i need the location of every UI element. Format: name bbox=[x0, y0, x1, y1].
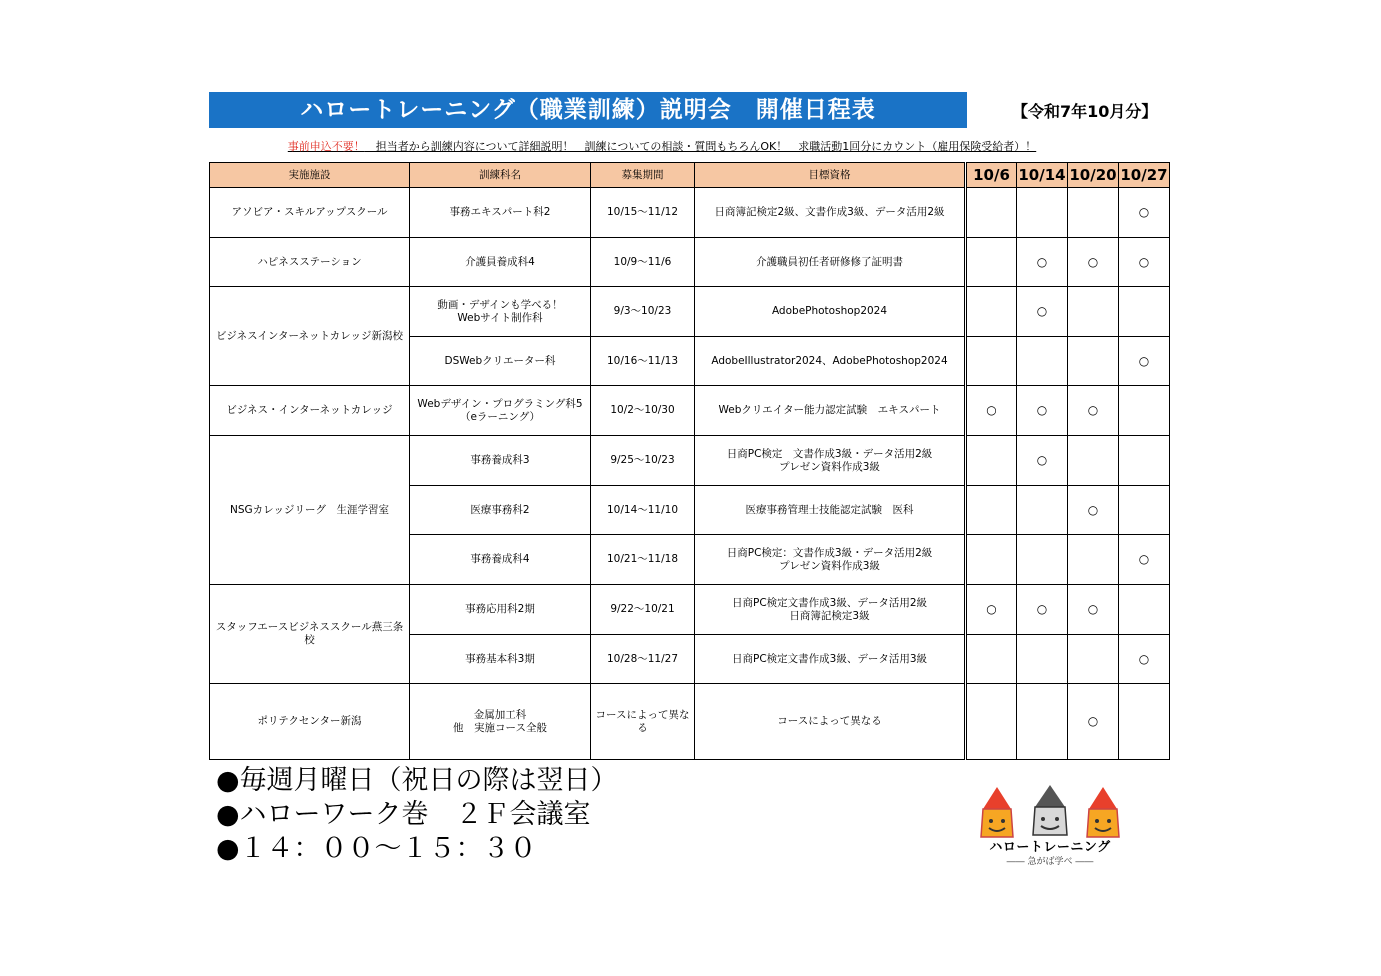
header-date-2: 10/14 bbox=[1017, 163, 1068, 188]
cell-recruit: 9/3～10/23 bbox=[591, 287, 695, 337]
cell-date-mark bbox=[1068, 436, 1119, 486]
cell-date-mark bbox=[1068, 287, 1119, 337]
header-course: 訓練科名 bbox=[410, 163, 591, 188]
cell-qualification: 日商PC検定文書作成3級、データ活用3級 bbox=[695, 635, 966, 684]
cell-facility: ポリテクセンター新潟 bbox=[210, 684, 410, 760]
cell-facility: ビジネス・インターネットカレッジ bbox=[210, 386, 410, 436]
logo-tagline: ―― 急がば学べ ―― bbox=[1006, 857, 1094, 867]
footer-time: ●１４：００～１５：３０ bbox=[216, 833, 537, 864]
period-label: 【令和7年10月分】 bbox=[1012, 102, 1158, 121]
cell-date-mark bbox=[1017, 188, 1068, 238]
cell-qualification: 日商PC検定 文書作成3級・データ活用2級 プレゼン資料作成3級 bbox=[695, 436, 966, 486]
cell-course: DSWebクリエーター科 bbox=[410, 337, 591, 386]
cell-recruit: コースによって異なる bbox=[591, 684, 695, 760]
cell-qualification: Webクリエイター能力認定試験 エキスパート bbox=[695, 386, 966, 436]
cell-date-mark: ○ bbox=[1068, 386, 1119, 436]
cell-qualification: 日商PC検定文書作成3級、データ活用2級 日商簿記検定3級 bbox=[695, 585, 966, 635]
cell-recruit: 9/22～10/21 bbox=[591, 585, 695, 635]
cell-date-mark bbox=[1119, 386, 1170, 436]
cell-date-mark bbox=[966, 238, 1017, 287]
pencil-character-right bbox=[1087, 787, 1119, 837]
page-title: ハロートレーニング（職業訓練）説明会 開催日程表 bbox=[209, 92, 967, 128]
notice-line bbox=[209, 138, 1115, 154]
cell-date-mark bbox=[1017, 684, 1068, 760]
cell-recruit: 10/2～10/30 bbox=[591, 386, 695, 436]
header-recruit: 募集期間 bbox=[591, 163, 695, 188]
cell-date-mark bbox=[966, 684, 1017, 760]
cell-date-mark bbox=[1017, 535, 1068, 585]
cell-date-mark: ○ bbox=[1119, 337, 1170, 386]
pencil-character-center bbox=[1033, 785, 1067, 835]
cell-course: 動画・デザインも学べる！ Webサイト制作科 bbox=[410, 287, 591, 337]
cell-course: 事務養成科4 bbox=[410, 535, 591, 585]
notice-red-text: 事前申込不要！ bbox=[287, 140, 365, 153]
cell-course: 事務養成科3 bbox=[410, 436, 591, 486]
cell-date-mark: ○ bbox=[1017, 287, 1068, 337]
cell-date-mark bbox=[1017, 486, 1068, 535]
cell-date-mark: ○ bbox=[1119, 238, 1170, 287]
table-row bbox=[210, 287, 1170, 337]
cell-date-mark bbox=[966, 486, 1017, 535]
table-row bbox=[210, 238, 1170, 287]
cell-facility: ハピネスステーション bbox=[210, 238, 410, 287]
cell-date-mark bbox=[1017, 337, 1068, 386]
footer-schedule: ●毎週月曜日（祝日の際は翌日） bbox=[216, 765, 618, 796]
cell-date-mark: ○ bbox=[1068, 486, 1119, 535]
cell-date-mark bbox=[1119, 684, 1170, 760]
cell-date-mark: ○ bbox=[1017, 238, 1068, 287]
cell-facility: アソビア・スキルアップスクール bbox=[210, 188, 410, 238]
cell-course: 介護員養成科4 bbox=[410, 238, 591, 287]
cell-date-mark: ○ bbox=[1068, 684, 1119, 760]
cell-date-mark bbox=[1119, 486, 1170, 535]
logo-name: ハロートレーニング bbox=[989, 840, 1111, 855]
cell-date-mark bbox=[966, 188, 1017, 238]
header-date-3: 10/20 bbox=[1068, 163, 1119, 188]
cell-recruit: 10/16～11/13 bbox=[591, 337, 695, 386]
cell-date-mark: ○ bbox=[1119, 188, 1170, 238]
table-row bbox=[210, 188, 1170, 238]
cell-date-mark bbox=[1017, 635, 1068, 684]
cell-date-mark: ○ bbox=[966, 585, 1017, 635]
cell-date-mark bbox=[1068, 635, 1119, 684]
header-date-1: 10/6 bbox=[966, 163, 1017, 188]
cell-course: 事務基本科3期 bbox=[410, 635, 591, 684]
notice-text: 担当者から訓練内容について詳細説明！ 訓練についての相談・質問もちろんOK！ 求職活動1回分にカウント（雇用保険受給者）！ bbox=[364, 140, 1037, 153]
cell-recruit: 10/14～11/10 bbox=[591, 486, 695, 535]
cell-date-mark: ○ bbox=[1017, 585, 1068, 635]
cell-date-mark bbox=[966, 635, 1017, 684]
cell-qualification: AdobePhotoshop2024 bbox=[695, 287, 966, 337]
cell-date-mark: ○ bbox=[1017, 386, 1068, 436]
cell-date-mark: ○ bbox=[1119, 535, 1170, 585]
cell-date-mark: ○ bbox=[1068, 238, 1119, 287]
cell-date-mark bbox=[1068, 188, 1119, 238]
cell-date-mark bbox=[966, 535, 1017, 585]
cell-facility: スタッフエースビジネススクール燕三条校 bbox=[210, 585, 410, 684]
cell-date-mark: ○ bbox=[966, 386, 1017, 436]
cell-qualification: AdobeIllustrator2024、AdobePhotoshop2024 bbox=[695, 337, 966, 386]
cell-course: 事務エキスパート科2 bbox=[410, 188, 591, 238]
cell-course: 医療事務科2 bbox=[410, 486, 591, 535]
cell-recruit: 9/25～10/23 bbox=[591, 436, 695, 486]
cell-qualification: 日商簿記検定2級、文書作成3級、データ活用2級 bbox=[695, 188, 966, 238]
cell-date-mark bbox=[1119, 287, 1170, 337]
cell-recruit: 10/28～11/27 bbox=[591, 635, 695, 684]
cell-date-mark: ○ bbox=[1068, 585, 1119, 635]
cell-qualification: コースによって異なる bbox=[695, 684, 966, 760]
pencil-character-left bbox=[981, 787, 1013, 837]
schedule-table bbox=[209, 162, 1170, 760]
cell-recruit: 10/15～11/12 bbox=[591, 188, 695, 238]
footer-info bbox=[216, 764, 618, 866]
cell-qualification: 介護職員初任者研修修了証明書 bbox=[695, 238, 966, 287]
cell-course: 金属加工科 他 実施コース全般 bbox=[410, 684, 591, 760]
cell-date-mark bbox=[1068, 535, 1119, 585]
header-date-4: 10/27 bbox=[1119, 163, 1170, 188]
table-row bbox=[210, 585, 1170, 635]
cell-date-mark bbox=[1119, 436, 1170, 486]
cell-facility: ビジネスインターネットカレッジ新潟校 bbox=[210, 287, 410, 386]
cell-qualification: 医療事務管理士技能認定試験 医科 bbox=[695, 486, 966, 535]
cell-date-mark bbox=[1119, 585, 1170, 635]
cell-qualification: 日商PC検定：文書作成3級・データ活用2級 プレゼン資料作成3級 bbox=[695, 535, 966, 585]
cell-recruit: 10/21～11/18 bbox=[591, 535, 695, 585]
cell-date-mark bbox=[966, 436, 1017, 486]
cell-recruit: 10/9～11/6 bbox=[591, 238, 695, 287]
table-row bbox=[210, 684, 1170, 760]
header-facility: 実施施設 bbox=[210, 163, 410, 188]
header-qualification: 目標資格 bbox=[695, 163, 966, 188]
cell-facility: NSGカレッジリーグ 生涯学習室 bbox=[210, 436, 410, 585]
cell-course: 事務応用科2期 bbox=[410, 585, 591, 635]
cell-date-mark: ○ bbox=[1119, 635, 1170, 684]
cell-course: Webデザイン・プログラミング科5 （eラーニング） bbox=[410, 386, 591, 436]
table-row bbox=[210, 436, 1170, 486]
cell-date-mark bbox=[1068, 337, 1119, 386]
footer-location: ●ハローワーク巻 ２Ｆ会議室 bbox=[216, 799, 591, 830]
cell-date-mark bbox=[966, 287, 1017, 337]
cell-date-mark: ○ bbox=[1017, 436, 1068, 486]
cell-date-mark bbox=[966, 337, 1017, 386]
table-row bbox=[210, 386, 1170, 436]
